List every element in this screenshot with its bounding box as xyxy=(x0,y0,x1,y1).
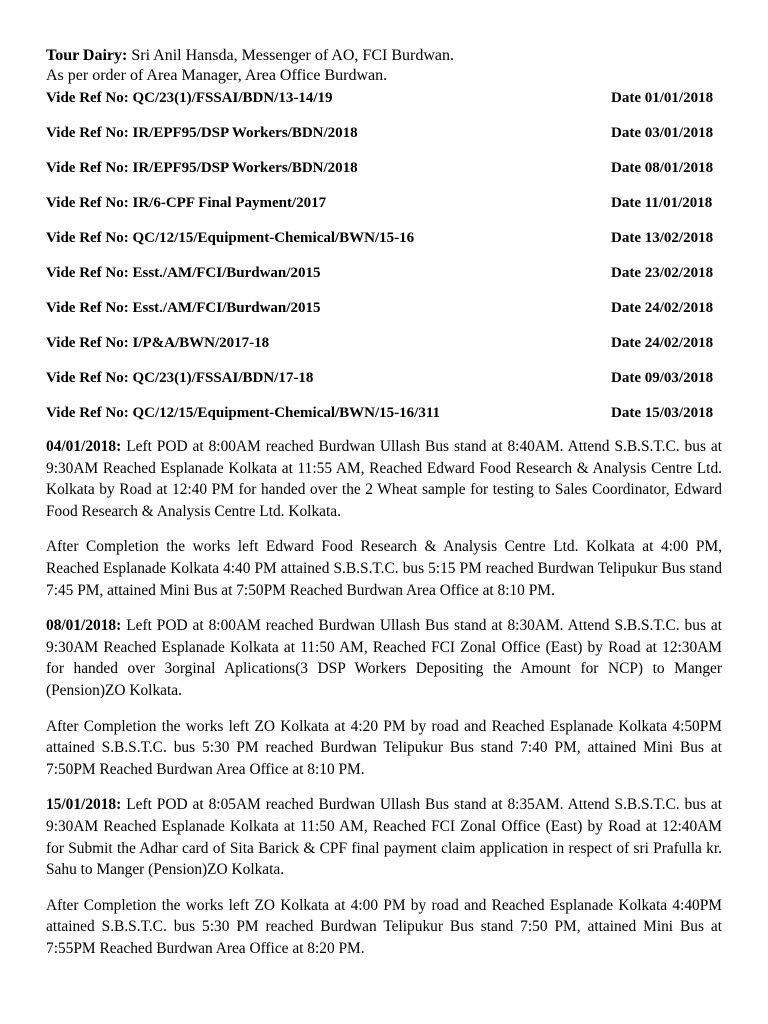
messenger-name: Sri Anil Hansda, Messenger of AO, FCI Burdwan. xyxy=(127,47,454,64)
reference-row xyxy=(46,156,722,191)
reference-row xyxy=(46,331,722,366)
reference-date: Date 03/01/2018 xyxy=(611,125,714,141)
reference-number: Vide Ref No: IR/EPF95/DSP Workers/BDN/2018 xyxy=(46,125,358,141)
reference-row xyxy=(46,366,722,401)
reference-number: Vide Ref No: QC/23(1)/FSSAI/BDN/17-18 xyxy=(46,370,314,386)
entry-followup: After Completion the works left Edward Food Research & Analysis Centre Ltd. Kolkata at 4:00 PM, Reached Esplanade Kolkata 4:40 PM attained S.B.S.T.C. bus 5:15 PM reached Burdwan Telipukur Bus stand 7:45 PM, attained Mini Bus at 7:50PM Reached Burdwan Area Office at 8:10 PM. xyxy=(46,538,722,599)
reference-row xyxy=(46,226,722,261)
reference-number: Vide Ref No: Esst./AM/FCI/Burdwan/2015 xyxy=(46,265,321,281)
reference-number: Vide Ref No: QC/12/15/Equipment-Chemical/BWN/15-16/311 xyxy=(46,405,441,421)
reference-row xyxy=(46,401,722,436)
entry-followup: After Completion the works left ZO Kolkata at 4:00 PM by road and Reached Esplanade Kolkata 4:40PM attained S.B.S.T.C. bus 5:30 PM reached Burdwan Telipukur Bus stand 7:50 PM, attained Mini Bus at 7:55PM Reached Burdwan Area Office at 8:20 PM. xyxy=(46,896,722,957)
reference-number: Vide Ref No: Esst./AM/FCI/Burdwan/2015 xyxy=(46,300,321,316)
entry-date: 04/01/2018: xyxy=(46,438,122,455)
entry-text: Left POD at 8:00AM reached Burdwan Ullash Bus stand at 8:30AM. Attend S.B.S.T.C. bus at 9:30AM Reached Esplanade Kolkata at 11:50 AM, Reached FCI Zonal Office (East) by Road at 12:30AM for handed over 3orginal Aplications(3 DSP Workers Depositing the Amount for NCP) to Manger (Pension)ZO Kolkata. xyxy=(46,617,722,699)
reference-date: Date 09/03/2018 xyxy=(611,370,714,386)
entry-date: 15/01/2018: xyxy=(46,796,122,814)
reference-date: Date 23/02/2018 xyxy=(611,265,714,281)
reference-row xyxy=(46,261,722,296)
reference-number: Vide Ref No: IR/EPF95/DSP Workers/BDN/2018 xyxy=(46,160,358,176)
reference-date: Date 24/02/2018 xyxy=(611,335,714,351)
tour-diary-label: Tour Dairy: xyxy=(46,47,128,64)
diary-entries xyxy=(46,436,722,959)
reference-list xyxy=(46,86,722,436)
diary-entry xyxy=(46,436,722,522)
document-page xyxy=(46,46,722,973)
entry-text: Left POD at 8:00AM reached Burdwan Ullash Bus stand at 8:40AM. Attend S.B.S.T.C. bus at 9:30AM Reached Esplanade Kolkata at 11:55 AM, Reached Edward Food Research & Analysis Centre Ltd. Kolkata by Road at 12:40 PM for handed over the 2 Wheat sample for testing to Sales Coordinator, Edward Food Research & Analysis Centre Ltd. Kolkata. xyxy=(46,438,722,520)
entry-text: Left POD at 8:05AM reached Burdwan Ullash Bus stand at 8:35AM. Attend S.B.S.T.C. bus at 9:30AM Reached Esplanade Kolkata at 11:50 AM, Reached FCI Zonal Office (East) by Road at 12:40AM for Submit the Adhar card of Sita Barick & CPF final payment claim application in respect of sri Prafulla kr. Sahu to Manger (Pension)ZO Kolkata. xyxy=(46,796,722,879)
reference-date: Date 01/01/2018 xyxy=(611,90,714,106)
reference-date: Date 13/02/2018 xyxy=(611,230,714,246)
reference-number: Vide Ref No: I/P&A/BWN/2017-18 xyxy=(46,335,270,351)
header-line-1 xyxy=(46,46,722,66)
diary-entry xyxy=(46,794,722,880)
reference-row xyxy=(46,191,722,226)
diary-entry xyxy=(46,615,722,701)
reference-row xyxy=(46,296,722,331)
reference-date: Date 11/01/2018 xyxy=(611,195,713,211)
entry-followup: After Completion the works left ZO Kolkata at 4:20 PM by road and Reached Esplanade Kolkata 4:50PM attained S.B.S.T.C. bus 5:30 PM reached Burdwan Telipukur Bus stand 7:40 PM, attained Mini Bus at 7:50PM Reached Burdwan Area Office at 8:10 PM. xyxy=(46,717,722,778)
entry-date: 08/01/2018: xyxy=(46,617,122,635)
reference-date: Date 15/03/2018 xyxy=(611,405,714,421)
header-line-2: As per order of Area Manager, Area Office Burdwan. xyxy=(46,67,388,84)
reference-row xyxy=(46,86,722,121)
document-header xyxy=(46,46,722,86)
reference-row xyxy=(46,121,722,156)
reference-number: Vide Ref No: IR/6-CPF Final Payment/2017 xyxy=(46,195,327,211)
reference-date: Date 24/02/2018 xyxy=(611,300,714,316)
reference-number: Vide Ref No: QC/12/15/Equipment-Chemical/BWN/15-16 xyxy=(46,230,415,246)
reference-date: Date 08/01/2018 xyxy=(611,160,714,176)
reference-number: Vide Ref No: QC/23(1)/FSSAI/BDN/13-14/19 xyxy=(46,90,333,106)
